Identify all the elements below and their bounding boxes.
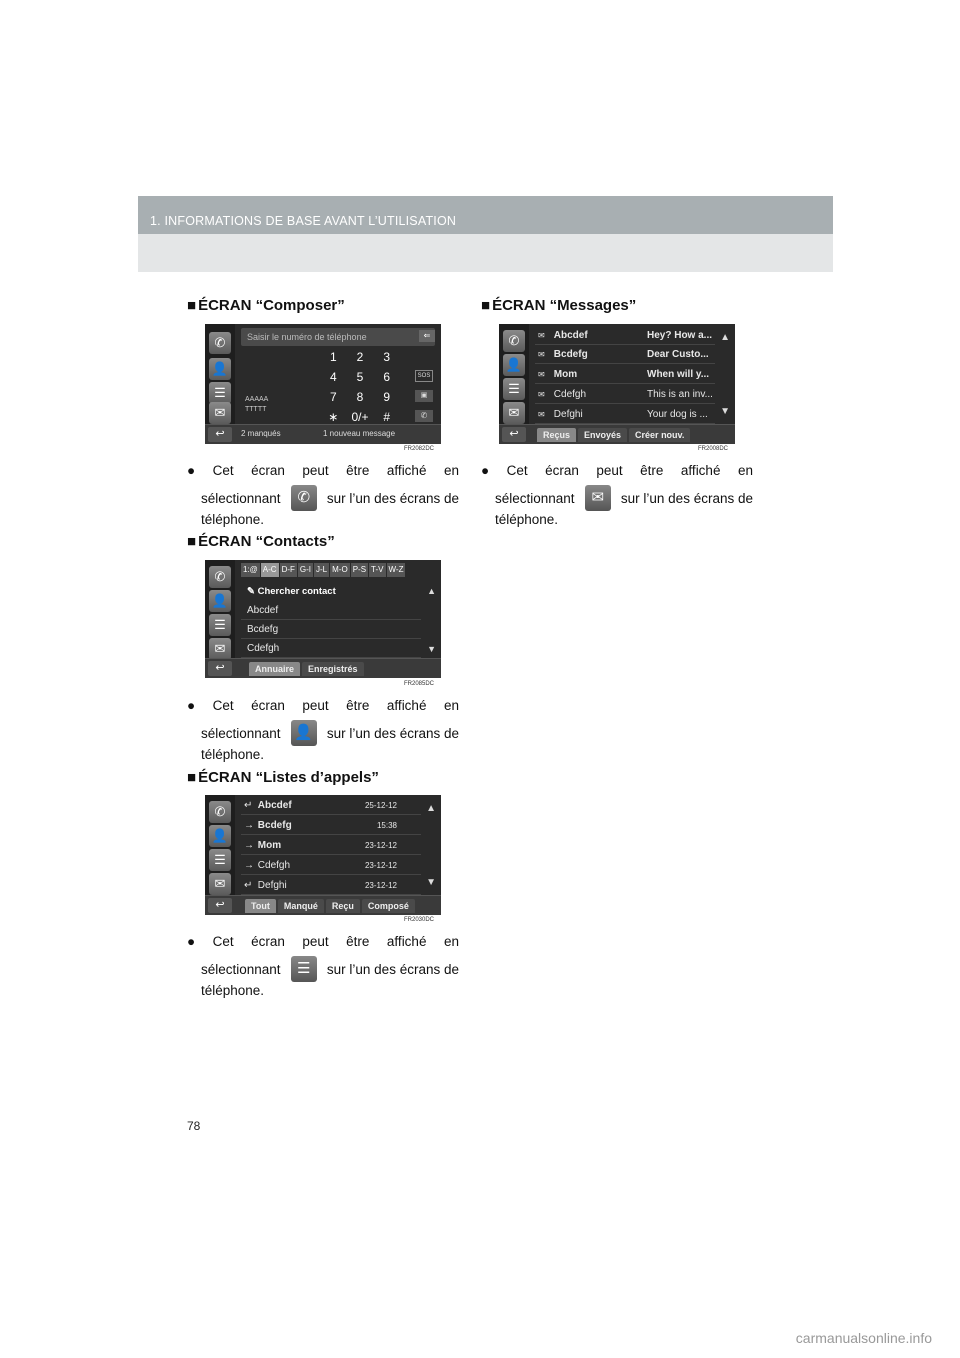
messages-description [481, 462, 753, 528]
search-contact: ✎ Chercher contact [247, 586, 336, 597]
key-hash: # [383, 410, 390, 424]
call-direction-icon: → [244, 820, 254, 831]
bullet-icon: ● [187, 698, 196, 713]
missed-calls-label: 2 manqués [241, 429, 281, 438]
contacts-description [187, 697, 459, 763]
call-row: → Mom 23-12-12 [241, 837, 421, 855]
call-list-icon: ☰ [503, 378, 525, 400]
page-number: 78 [187, 1119, 201, 1133]
key-3: 3 [383, 350, 390, 364]
open-envelope-icon: ✉ [538, 410, 545, 419]
contacts-icon: 👤 [209, 825, 231, 847]
key-8: 8 [356, 390, 364, 404]
screen-bottom-bar [499, 424, 735, 444]
screen-sidebar [499, 324, 529, 424]
message-row: ✉ Mom When will y... [535, 366, 715, 384]
back-icon: ↩ [208, 427, 232, 442]
call-direction-icon: → [244, 840, 254, 851]
scroll-down-icon: ▼ [426, 877, 436, 888]
message-icon: ✉ [209, 402, 231, 424]
description-line-3: téléphone. [201, 983, 265, 998]
message-icon: ✉ [585, 485, 611, 511]
key-5: 5 [356, 370, 364, 384]
key-6: 6 [383, 370, 390, 384]
contacts-tabs [249, 662, 364, 676]
key-1: 1 [329, 350, 337, 364]
heading-square-icon: ■ [187, 533, 197, 550]
message-icon: ✉ [209, 638, 231, 660]
screen-bottom-bar [205, 895, 441, 915]
message-icon: ✉ [209, 873, 231, 895]
envelope-icon: ✉ [538, 370, 545, 379]
tab-annuaire: Annuaire [249, 662, 300, 676]
contacts-icon: 👤 [209, 358, 231, 380]
scroll-up-icon: ▲ [720, 332, 730, 343]
chapter-title: 1. INFORMATIONS DE BASE AVANT L’UTILISATION [150, 214, 457, 228]
contact-row: Cdefgh [241, 640, 421, 658]
call-row: → Cdefgh 23-12-12 [241, 857, 421, 875]
number-input: Saisir le numéro de téléphone [241, 328, 435, 346]
alpha-tabs [241, 563, 405, 577]
backspace-icon: ⇐ [419, 330, 435, 342]
voicemail-icon: ▣ [415, 390, 433, 402]
figure-code: FR2085DC [404, 681, 435, 687]
description-line-2: sélectionnant ☰ sur l’un des écrans de [187, 956, 459, 982]
calls-heading: ■ ÉCRAN “Listes d’appels” [187, 769, 379, 786]
chapter-title-bar [138, 196, 833, 234]
alpha-tab: A-C [261, 563, 279, 577]
tab-recu: Reçu [326, 899, 360, 913]
side-line-2: TTTTT [245, 406, 267, 413]
description-line-1: ● Cet écran peut être affiché en [187, 698, 459, 713]
description-line-1: ● Cet écran peut être affiché en [481, 463, 753, 478]
call-direction-icon: ↵ [244, 800, 253, 811]
composer-heading: ■ ÉCRAN “Composer” [187, 297, 345, 314]
scroll-up-icon: ▲ [426, 803, 436, 814]
composer-description [187, 462, 459, 528]
calls-description [187, 933, 459, 999]
screen-bottom-bar [205, 424, 441, 444]
alpha-tab: T-V [369, 563, 385, 577]
description-line-1: ● Cet écran peut être affiché en [187, 934, 459, 949]
phone-icon: ✆ [209, 801, 231, 823]
heading-square-icon: ■ [187, 769, 197, 786]
heading-square-icon: ■ [187, 297, 197, 314]
messages-heading: ■ ÉCRAN “Messages” [481, 297, 637, 314]
call-direction-icon: ↵ [244, 880, 253, 891]
call-list-icon: ☰ [209, 614, 231, 636]
message-icon: ✉ [503, 402, 525, 424]
call-button-icon: ✆ [415, 410, 433, 422]
alpha-tab: 1:@ [241, 563, 260, 577]
tab-enregistres: Enregistrés [302, 662, 364, 676]
bullet-icon: ● [187, 934, 196, 949]
figure-code: FR2008DC [698, 446, 729, 452]
description-line-3: téléphone. [495, 512, 559, 527]
bullet-icon: ● [187, 463, 196, 478]
phone-icon: ✆ [503, 330, 525, 352]
tab-recus: Reçus [537, 428, 576, 442]
figure-code: FR2030DC [404, 917, 435, 923]
tab-compose: Composé [362, 899, 415, 913]
description-line-3: téléphone. [201, 512, 265, 527]
scroll-down-icon: ▼ [720, 406, 730, 417]
scroll-up-icon: ▲ [427, 586, 436, 596]
screen-sidebar [205, 795, 235, 895]
description-line-3: téléphone. [201, 747, 265, 762]
alpha-tab: M-O [330, 563, 350, 577]
alpha-tab: D-F [280, 563, 297, 577]
call-row: ↵ Abcdef 25-12-12 [241, 797, 421, 815]
calls-screen [205, 795, 441, 915]
side-line-1: AAAAA [245, 396, 269, 403]
alpha-tab: P-S [351, 563, 368, 577]
alpha-tab: J-L [314, 563, 329, 577]
call-direction-icon: → [244, 860, 254, 871]
messages-screen [499, 324, 735, 444]
figure-code: FR2082DC [404, 446, 435, 452]
bullet-icon: ● [481, 463, 490, 478]
open-envelope-icon: ✉ [538, 390, 545, 399]
call-row: → Bcdefg 15:38 [241, 817, 421, 835]
key-star: ∗ [328, 410, 339, 424]
tab-envoyes: Envoyés [578, 428, 627, 442]
call-list-icon: ☰ [291, 956, 317, 982]
chapter-header [138, 196, 833, 272]
description-line-2: sélectionnant 👤 sur l’un des écrans de [187, 720, 459, 746]
scroll-down-icon: ▼ [427, 644, 436, 654]
alpha-tab: G-I [298, 563, 313, 577]
call-row: ↵ Defghi 23-12-12 [241, 877, 421, 895]
call-list-icon: ☰ [209, 849, 231, 871]
phone-icon: ✆ [209, 566, 231, 588]
tab-tout: Tout [245, 899, 276, 913]
phone-icon: ✆ [291, 485, 317, 511]
watermark: carmanualsonline.info [795, 1330, 932, 1346]
description-line-2: sélectionnant ✉ sur l’un des écrans de [481, 485, 753, 511]
key-7: 7 [329, 390, 337, 404]
sos-button: SOS [415, 370, 433, 382]
screen-sidebar [205, 560, 235, 658]
keypad [320, 348, 400, 426]
back-icon: ↩ [208, 661, 232, 676]
key-0: 0/+ [351, 410, 369, 424]
composer-screen [205, 324, 441, 444]
key-2: 2 [356, 350, 364, 364]
description-line-2: sélectionnant ✆ sur l’un des écrans de [187, 485, 459, 511]
calls-tabs [245, 899, 415, 913]
heading-square-icon: ■ [481, 297, 491, 314]
contacts-icon: 👤 [209, 590, 231, 612]
pencil-icon: ✎ [247, 586, 258, 597]
contact-row: Bcdefg [241, 621, 421, 639]
messages-tabs [537, 428, 690, 442]
contacts-screen [205, 560, 441, 678]
envelope-icon: ✉ [538, 331, 545, 340]
tab-creer-nouv: Créer nouv. [629, 428, 690, 442]
screen-sidebar [205, 324, 235, 424]
description-line-1: ● Cet écran peut être affiché en [187, 463, 459, 478]
key-9: 9 [383, 390, 390, 404]
key-4: 4 [329, 370, 337, 384]
message-row: ✉ Defghi Your dog is ... [535, 406, 715, 424]
message-row: ✉ Bcdefg Dear Custo... [535, 346, 715, 364]
tab-manque: Manqué [278, 899, 324, 913]
contacts-icon: 👤 [503, 354, 525, 376]
contacts-icon: 👤 [291, 720, 317, 746]
envelope-icon: ✉ [538, 350, 545, 359]
call-list-icon: ☰ [209, 382, 231, 404]
alpha-tab: W-Z [387, 563, 406, 577]
screen-bottom-bar [205, 658, 441, 678]
message-row: ✉ Abcdef Hey? How a... [535, 327, 715, 345]
back-icon: ↩ [208, 898, 232, 913]
new-message-label: 1 nouveau message [323, 429, 396, 438]
back-icon: ↩ [502, 427, 526, 442]
contact-row: Abcdef [241, 602, 421, 620]
message-row: ✉ Cdefgh This is an inv... [535, 386, 715, 404]
phone-icon: ✆ [209, 332, 231, 354]
contacts-heading: ■ ÉCRAN “Contacts” [187, 533, 335, 550]
